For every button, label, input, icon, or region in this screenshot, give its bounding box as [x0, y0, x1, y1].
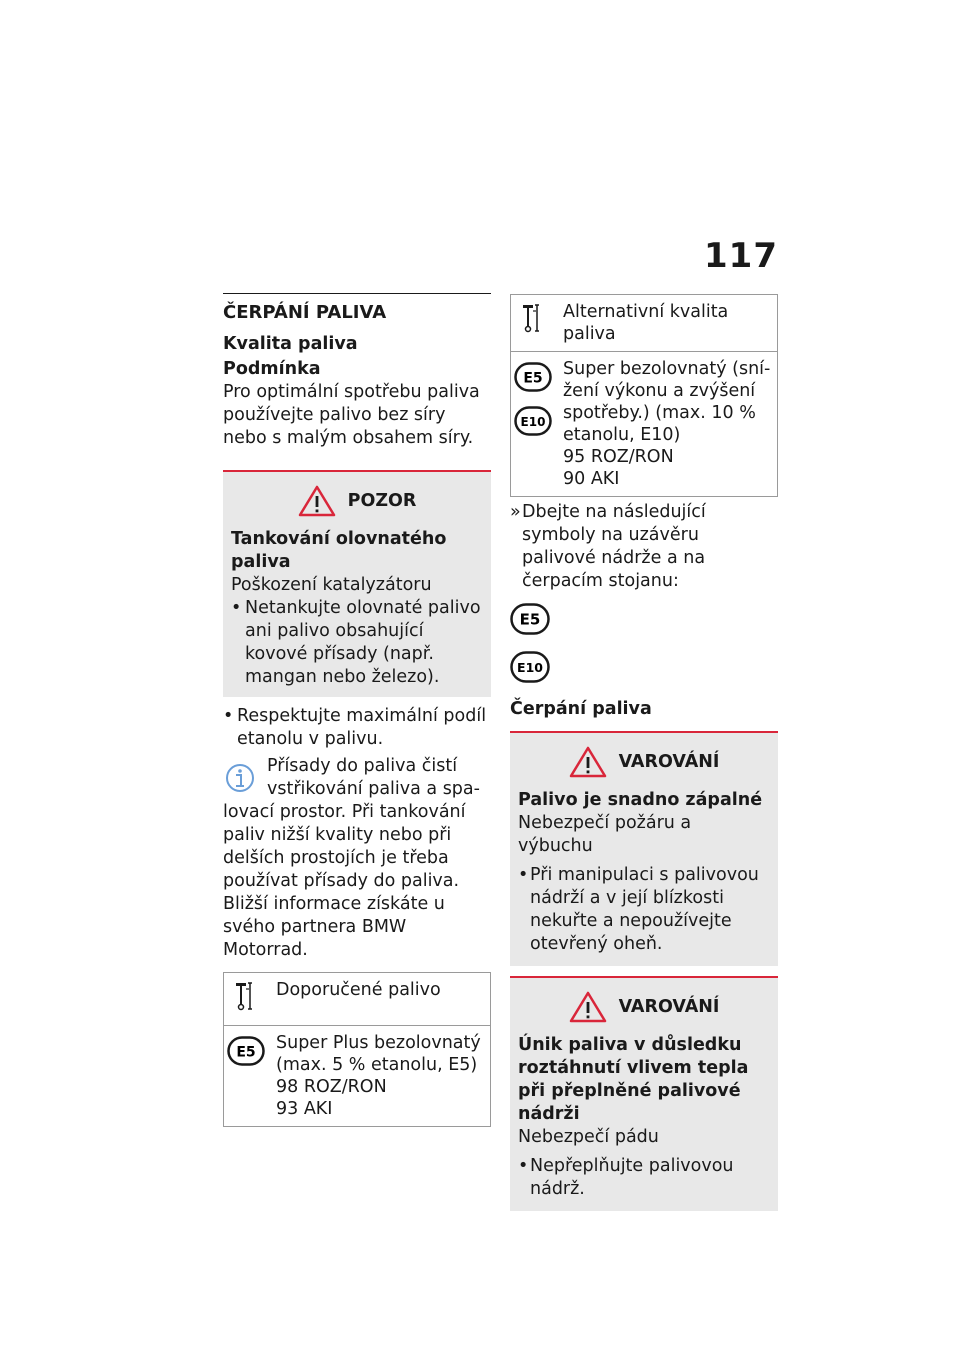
alternative-line: 95 ROZ/RON — [563, 447, 674, 467]
alternative-header: Alternativní kvalita paliva — [555, 295, 778, 352]
warning-box-overflow — [510, 976, 778, 1211]
e5-cell — [224, 1026, 269, 1127]
alternative-line: spotřeby.) (max. 10 % — [563, 403, 756, 423]
caution-header — [231, 484, 483, 518]
recommended-line: 98 ROZ/RON — [276, 1077, 387, 1097]
symbols-list — [510, 603, 778, 683]
warning-title: Palivo je snadno zápalné — [518, 790, 763, 810]
section-title: ČERPÁNÍ PALIVA — [223, 302, 387, 323]
condition-heading: Podmínka — [223, 359, 321, 379]
caution-box — [223, 470, 491, 697]
alternative-line: Super bezolovnatý (sní- — [563, 359, 771, 379]
alternative-line: 90 AKI — [563, 469, 620, 489]
e5-symbol-icon — [510, 603, 550, 635]
alternative-line: žení výkonu a zvýšení — [563, 381, 756, 401]
e5-badge-text: E5 — [523, 370, 543, 387]
fuel-pump-icon — [519, 301, 547, 335]
refuel-heading: Čerpání paliva — [510, 699, 652, 719]
warning-bullet: • Nepřeplňujte palivovou nádrž. — [518, 1155, 770, 1201]
warning-title: Únik paliva v důsledku roztáhnutí vlivem tepla při přeplněné palivové nádrži — [518, 1035, 749, 1124]
caution-title: Tankování olovnatého paliva — [231, 529, 447, 572]
e10-symbol-text: E10 — [517, 660, 543, 675]
warning-bullet: • Při manipulaci s palivovou nádrží a v její blízkosti nekuřte a nepoužívejte otevřený oheň. — [518, 864, 770, 956]
warning-triangle-icon — [569, 746, 607, 778]
page-number: 117 — [704, 236, 778, 276]
recommended-line: (max. 5 % etanolu, E5) — [276, 1055, 478, 1075]
condition-text: Pro optimální spotřebu paliva používejte palivo bez síry nebo s malým obsahem síry. — [223, 382, 480, 448]
warning-box-fire — [510, 731, 778, 966]
recommended-line: Super Plus bezolovnatý — [276, 1033, 481, 1053]
warning-consequence: Nebezpečí pádu — [518, 1127, 659, 1147]
warning-consequence: Nebezpečí požáru a výbuchu — [518, 813, 692, 856]
right-column — [510, 294, 778, 1211]
e10-symbol-icon — [510, 651, 550, 683]
symbols-instruction: » Dbejte na následující symboly na uzávěru palivové nádrže a na čerpacím stojanu: — [510, 501, 778, 593]
info-text-first: Přísady do paliva čistí vstřikování paliva a spa- — [267, 756, 480, 799]
left-column — [223, 293, 491, 1127]
e-badges-cell — [511, 352, 556, 497]
warning-label: VAROVÁNÍ — [618, 752, 720, 772]
e5-badge-icon — [514, 362, 552, 392]
caution-bullet: • Netankujte olovnaté palivo ani palivo obsahující kovové přísady (např. mangan nebo železo). — [231, 597, 483, 689]
recommended-fuel-table — [223, 972, 491, 1127]
caution-label: POZOR — [347, 491, 417, 511]
alternative-fuel-table — [510, 294, 778, 497]
alternative-values — [555, 352, 778, 497]
warning-header — [518, 990, 770, 1024]
info-text-rest: lovací prostor. Při tankování paliv nižší kvality nebo při delších prostojích je třeba používat přísady do paliva. Bližší informace získáte u svého partnera BMW Motorrad. — [223, 802, 466, 960]
warning-label: VAROVÁNÍ — [618, 997, 720, 1017]
e5-symbol-text: E5 — [519, 610, 541, 629]
recommended-line: 93 AKI — [276, 1099, 333, 1119]
info-note — [223, 755, 491, 962]
recommended-header: Doporučené palivo — [268, 973, 491, 1026]
e5-badge-icon — [227, 1036, 265, 1066]
recommended-values — [268, 1026, 491, 1127]
caution-consequence: Poškození katalyzátoru — [231, 575, 432, 595]
fuel-pump-cell — [511, 295, 556, 352]
e10-badge-icon — [514, 406, 552, 436]
info-icon — [225, 761, 255, 795]
fuel-pump-icon — [232, 979, 260, 1013]
e5-badge-text: E5 — [236, 1044, 256, 1061]
fuel-pump-cell — [224, 973, 269, 1026]
subsection-title: Kvalita paliva — [223, 334, 358, 354]
warning-triangle-icon — [569, 991, 607, 1023]
warning-header — [518, 745, 770, 779]
alternative-line: etanolu, E10) — [563, 425, 681, 445]
e10-badge-text: E10 — [520, 415, 546, 429]
warning-triangle-icon — [298, 485, 336, 517]
respect-bullet: • Respektujte maximální podíl etanolu v palivu. — [223, 705, 491, 751]
